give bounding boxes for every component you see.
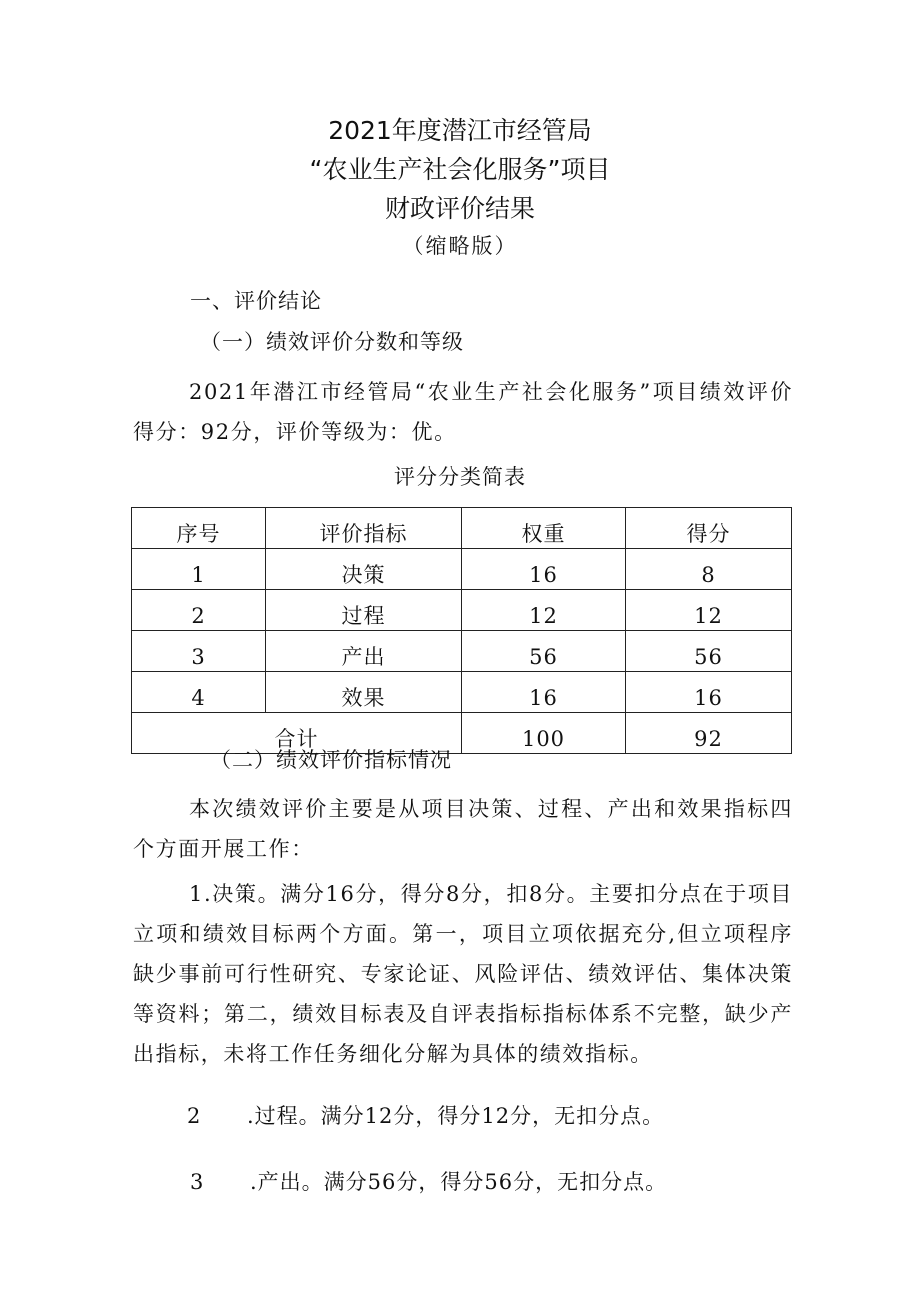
cell-indicator: 决策	[266, 549, 462, 590]
table-header-row	[132, 508, 792, 549]
cell-weight: 16	[462, 549, 626, 590]
table-row	[132, 590, 792, 631]
header-cell-score: 得分	[626, 508, 792, 549]
item-output	[190, 1168, 667, 1196]
header-cell-weight: 权重	[462, 508, 626, 549]
item-process-text: .过程。满分12分，得分12分，无扣分点。	[247, 1104, 665, 1128]
table-row	[132, 672, 792, 713]
cell-indicator: 效果	[266, 672, 462, 713]
cell-index: 2	[132, 590, 266, 631]
cell-weight: 16	[462, 672, 626, 713]
header-cell-indicator: 评价指标	[266, 508, 462, 549]
cell-score: 16	[626, 672, 792, 713]
title-line-2: “农业生产社会化服务”项目	[309, 155, 611, 184]
cell-index: 3	[132, 631, 266, 672]
paragraph-decision: 1.决策。满分16分，得分8分，扣8分。主要扣分点在于项目立项和绩效目标两个方面。第一，项目立项依据充分,但立项程序缺少事前可行性研究、专家论证、风险评估、绩效评估、集体决策等资料；第二，绩效目标表及自评表指标指标体系不完整，缺少产出指标，未将工作任务细化分解为具体的绩效指标。	[133, 882, 793, 1066]
cell-weight: 12	[462, 590, 626, 631]
cell-index: 4	[132, 672, 266, 713]
cell-indicator: 产出	[266, 631, 462, 672]
subheading-indicator-status: （二）绩效评价指标情况	[210, 748, 452, 772]
subheading-score-grade: （一）绩效评价分数和等级	[200, 330, 464, 354]
cell-weight: 56	[462, 631, 626, 672]
cell-total-weight: 100	[462, 713, 626, 754]
item-output-number: 3	[190, 1170, 205, 1194]
title-line-1: 2021年度潜江市经管局	[328, 116, 592, 145]
title-subtitle: （缩略版）	[402, 234, 518, 258]
table-row	[132, 631, 792, 672]
cell-index: 1	[132, 549, 266, 590]
score-table	[131, 507, 792, 754]
item-output-text: .产出。满分56分，得分56分，无扣分点。	[250, 1170, 668, 1194]
table-caption: 评分分类简表	[394, 465, 526, 489]
cell-score: 8	[626, 549, 792, 590]
cell-score: 56	[626, 631, 792, 672]
title-line-3: 财政评价结果	[384, 194, 535, 223]
table-row	[132, 549, 792, 590]
paragraph-intro: 本次绩效评价主要是从项目决策、过程、产出和效果指标四个方面开展工作：	[133, 797, 793, 861]
cell-total-score: 92	[626, 713, 792, 754]
section-heading-conclusion: 一、评价结论	[190, 289, 322, 313]
cell-score: 12	[626, 590, 792, 631]
header-cell-index: 序号	[132, 508, 266, 549]
item-process	[187, 1102, 664, 1130]
cell-indicator: 过程	[266, 590, 462, 631]
paragraph-score-summary: 2021年潜江市经管局“农业生产社会化服务”项目绩效评价得分：92分，评价等级为：优。	[133, 380, 793, 444]
cell-total-label: 合计	[132, 713, 462, 754]
item-process-number: 2	[187, 1104, 202, 1128]
